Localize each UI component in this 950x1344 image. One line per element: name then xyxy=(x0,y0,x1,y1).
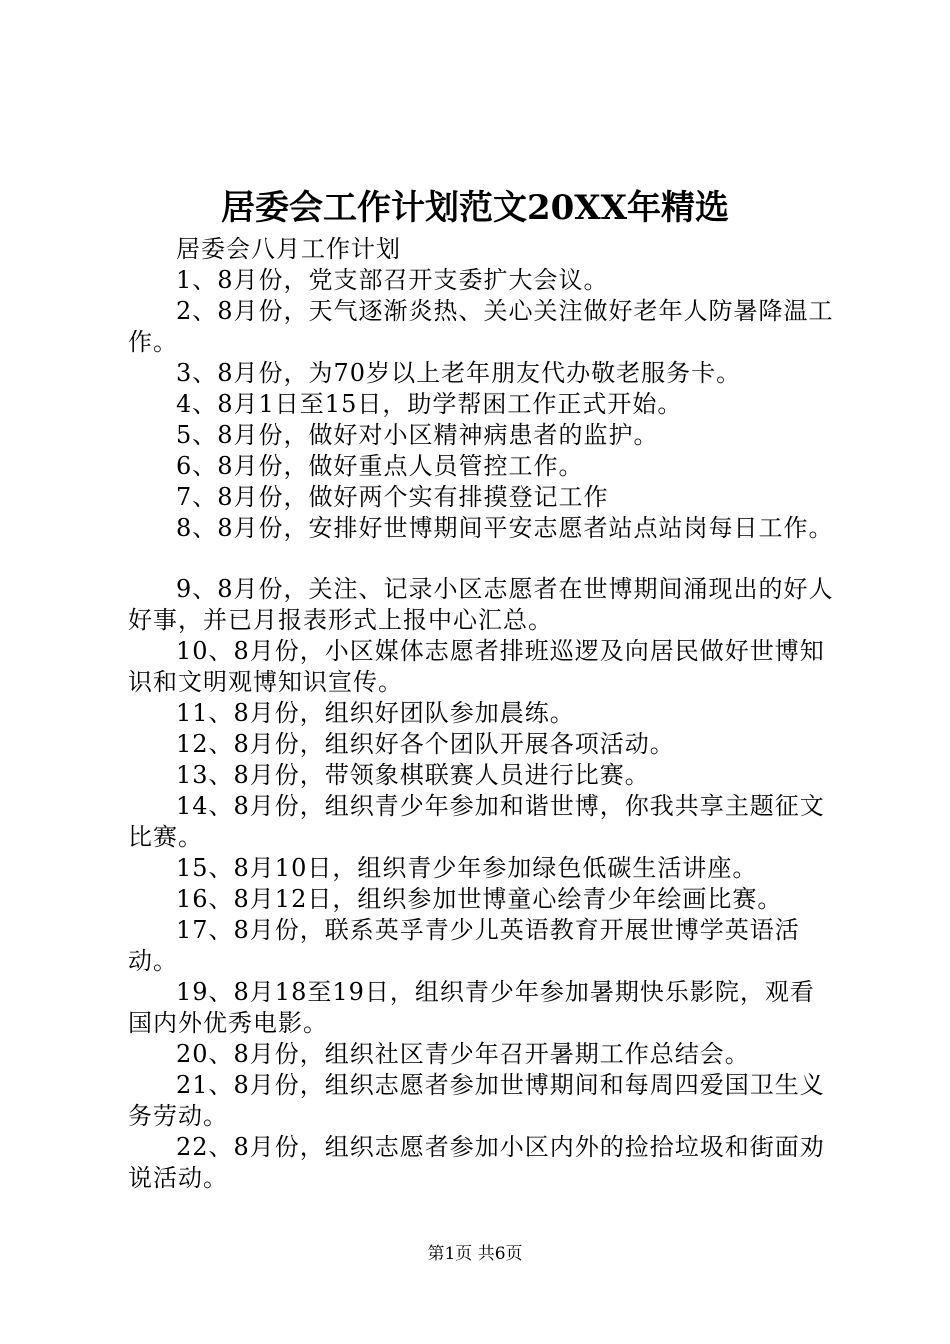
page-number-footer: 第1页 共6页 xyxy=(427,1244,523,1264)
paragraph-item: 2、8月份，天气逐渐炎热、关心关注做好老年人防暑降温工作。 xyxy=(128,297,834,356)
paragraph-item: 17、8月份，联系英孚青少儿英语教育开展世博学英语活动。 xyxy=(128,916,800,975)
paragraph-item: 14、8月份，组织青少年参加和谐世博，你我共享主题征文比赛。 xyxy=(128,792,825,851)
paragraph-item: 15、8月10日，组织青少年参加绿色低碳生活讲座。 xyxy=(176,854,758,882)
paragraph-spacer xyxy=(128,544,836,574)
paragraph-item: 8、8月份，安排好世博期间平安志愿者站点站岗每日工作。 xyxy=(176,514,834,542)
paragraph-item: 7、8月份，做好两个实有排摸登记工作 xyxy=(176,483,609,511)
paragraph-heading: 居委会八月工作计划 xyxy=(176,235,401,263)
paragraph-item: 19、8月18至19日，组织青少年参加暑期快乐影院，观看国内外优秀电影。 xyxy=(128,978,815,1037)
paragraph-item: 22、8月份，组织志愿者参加小区内外的捡拾垃圾和街面劝说活动。 xyxy=(128,1133,825,1192)
document-title: 居委会工作计划范文20XX年精选 xyxy=(220,188,730,228)
paragraph-item: 4、8月1日至15日，助学帮困工作正式开始。 xyxy=(176,390,683,418)
paragraph-item: 20、8月份，组织社区青少年召开暑期工作总结会。 xyxy=(176,1040,750,1068)
paragraph-item: 10、8月份，小区媒体志愿者排班巡逻及向居民做好世博知识和文明观博知识宣传。 xyxy=(128,637,825,696)
paragraph-item: 6、8月份，做好重点人员管控工作。 xyxy=(176,452,584,480)
paragraph-item: 1、8月份，党支部召开支委扩大会议。 xyxy=(176,266,609,294)
paragraph-item: 11、8月份，组织好团队参加晨练。 xyxy=(176,699,575,727)
paragraph-item: 3、8月份，为70岁以上老年朋友代办敬老服务卡。 xyxy=(176,359,742,387)
paragraph-item: 21、8月份，组织志愿者参加世博期间和每周四爱国卫生义务劳动。 xyxy=(128,1071,825,1130)
paragraph-item: 13、8月份，带领象棋联赛人员进行比赛。 xyxy=(176,761,650,789)
paragraph-item: 16、8月12日，组织参加世博童心绘青少年绘画比赛。 xyxy=(176,885,783,913)
document-body xyxy=(128,234,836,1194)
paragraph-item: 9、8月份，关注、记录小区志愿者在世博期间涌现出的好人好事，并已月报表形式上报中心汇总。 xyxy=(128,575,834,634)
paragraph-item: 12、8月份，组织好各个团队开展各项活动。 xyxy=(176,730,675,758)
paragraph-item: 5、8月份，做好对小区精神病患者的监护。 xyxy=(176,421,659,449)
